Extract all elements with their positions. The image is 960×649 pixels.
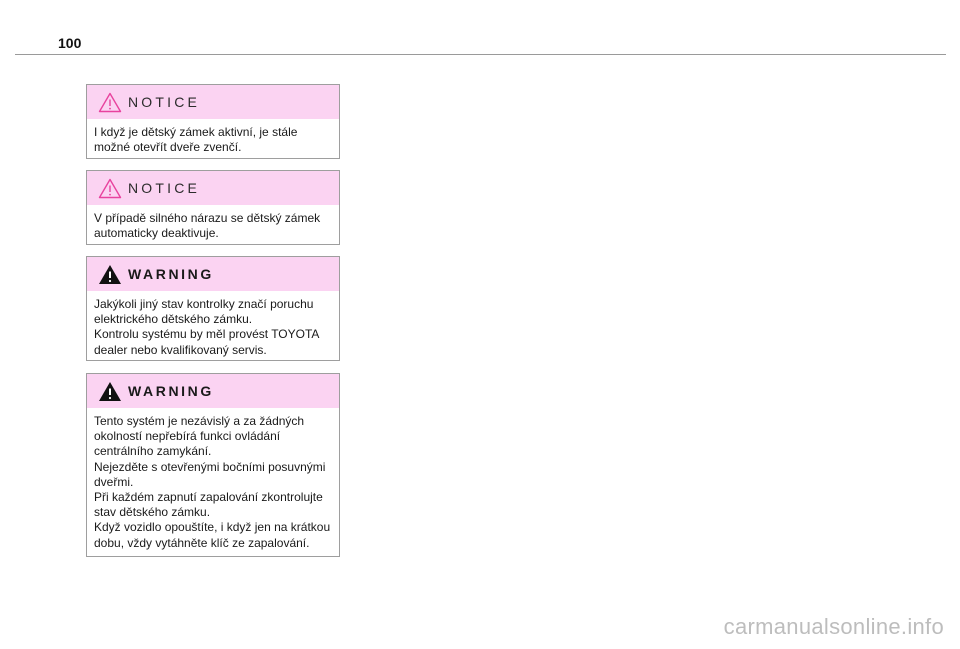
callout-text: Jakýkoli jiný stav kontrolky značí poruchu elektrického dětského zámku. <box>94 297 314 327</box>
header-divider <box>15 54 946 55</box>
callout-body <box>87 119 339 163</box>
callout-text: Tento systém je nezávislý a za žádných okolností nepřebírá funkci ovládání centrálního zamykání. <box>94 414 305 459</box>
warning-filled-icon <box>98 264 122 285</box>
notice-callout <box>86 84 340 159</box>
warning-outline-icon <box>98 92 122 113</box>
callout-text: Nejezděte s otevřenými bočními posuvnými dveřmi. <box>94 459 326 489</box>
callout-header <box>87 374 339 408</box>
callout-header <box>87 257 339 291</box>
warning-callout <box>86 373 340 557</box>
callout-header <box>87 171 339 205</box>
site-watermark: carmanualsonline.info <box>723 614 944 639</box>
callout-body <box>87 205 339 249</box>
callout-header <box>87 85 339 119</box>
warning-filled-icon <box>98 381 122 402</box>
callout-heading: WARNING <box>128 266 214 282</box>
warning-callout <box>86 256 340 361</box>
callout-body <box>87 291 339 366</box>
callout-text: Při každém zapnutí zapalování zkontrolujte stav dětského zámku. <box>94 490 323 520</box>
callout-heading: NOTICE <box>128 94 201 110</box>
page-number: 100 <box>58 35 82 51</box>
callout-text: Kontrolu systému by měl provést TOYOTA dealer nebo kvalifikovaný servis. <box>94 327 319 357</box>
callout-heading: NOTICE <box>128 180 201 196</box>
callout-heading: WARNING <box>128 383 214 399</box>
notice-callout <box>86 170 340 245</box>
warning-outline-icon <box>98 178 122 199</box>
callout-text: V případě silného nárazu se dětský zámek automaticky deaktivuje. <box>94 211 321 241</box>
callout-text: Když vozidlo opouštíte, i když jen na krátkou dobu, vždy vytáhněte klíč ze zapalování. <box>94 520 331 550</box>
callout-text: I když je dětský zámek aktivní, je stále možné otevřít dveře zvenčí. <box>94 125 298 155</box>
callout-body <box>87 408 339 559</box>
